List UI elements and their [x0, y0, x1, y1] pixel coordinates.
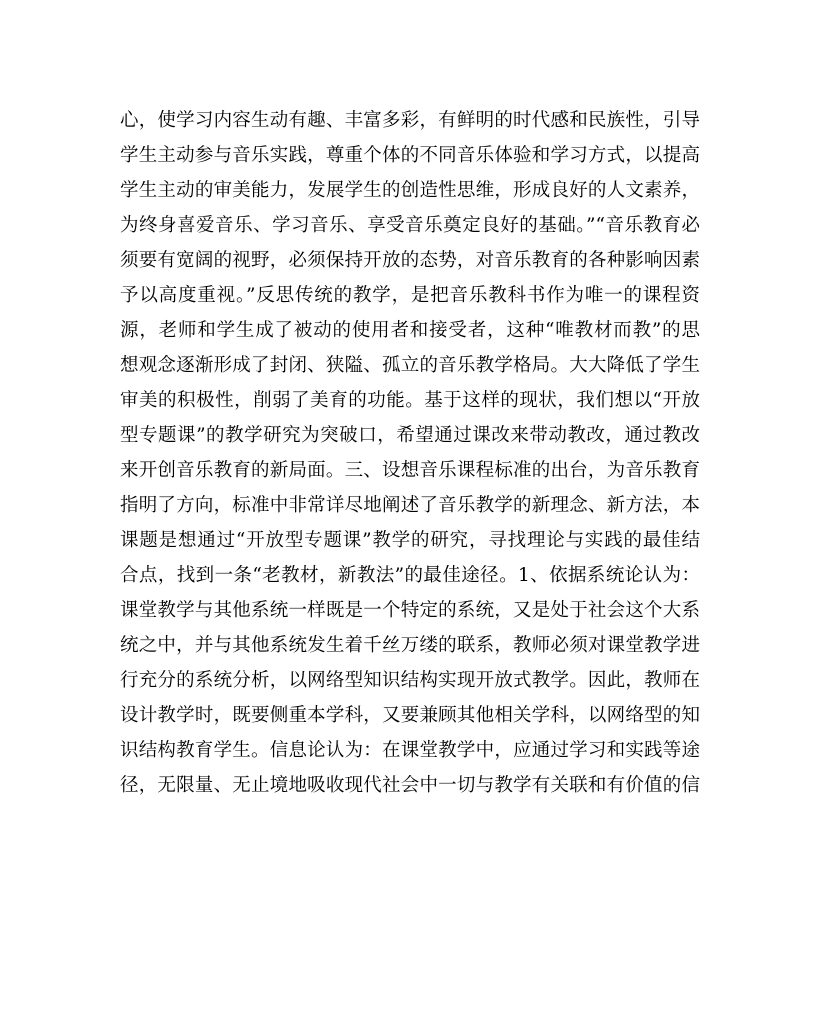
text-line: 为终身喜爱音乐、学习音乐、享受音乐奠定良好的基础。”“音乐教育必: [120, 215, 700, 236]
text-line: 合点，找到一条“老教材，新教法”的最佳途径。1、依据系统论认为：: [120, 565, 700, 586]
text-line: 来开创音乐教育的新局面。三、设想音乐课程标准的出台，为音乐教育: [120, 460, 700, 481]
text-line: 想观念逐渐形成了封闭、狭隘、孤立的音乐教学格局。大大降低了学生: [120, 355, 700, 376]
text-line: 心，使学习内容生动有趣、丰富多彩，有鲜明的时代感和民族性，引导: [120, 110, 700, 131]
text-line: 源，老师和学生成了被动的使用者和接受者，这种“唯教材而教”的思: [120, 320, 700, 341]
text-line: 予以高度重视。”反思传统的教学，是把音乐教科书作为唯一的课程资: [120, 285, 700, 306]
text-line: 行充分的系统分析，以网络型知识结构实现开放式教学。因此，教师在: [120, 670, 700, 691]
text-line: 课题是想通过“开放型专题课”教学的研究，寻找理论与实践的最佳结: [120, 530, 700, 551]
text-line: 指明了方向，标准中非常详尽地阐述了音乐教学的新理念、新方法，本: [120, 495, 700, 516]
text-line: 径，无限量、无止境地吸收现代社会中一切与教学有关联和有价值的信: [120, 775, 700, 796]
text-line: 识结构教育学生。信息论认为：在课堂教学中，应通过学习和实践等途: [120, 740, 700, 761]
text-line: 课堂教学与其他系统一样既是一个特定的系统，又是处于社会这个大系: [120, 600, 700, 621]
text-line: 型专题课”的教学研究为突破口，希望通过课改来带动教改，通过教改: [120, 425, 700, 446]
text-line: 设计教学时，既要侧重本学科，又要兼顾其他相关学科，以网络型的知: [120, 705, 700, 726]
text-line: 学生主动参与音乐实践，尊重个体的不同音乐体验和学习方式，以提高: [120, 145, 700, 166]
text-line: 须要有宽阔的视野，必须保持开放的态势，对音乐教育的各种影响因素: [120, 250, 700, 271]
text-line: 统之中，并与其他系统发生着千丝万缕的联系，教师必须对课堂教学进: [120, 635, 700, 656]
text-line: 审美的积极性，削弱了美育的功能。基于这样的现状，我们想以“开放: [120, 390, 700, 411]
text-line: 学生主动的审美能力，发展学生的创造性思维，形成良好的人文素养，: [120, 180, 700, 201]
body-paragraph: [120, 103, 700, 803]
